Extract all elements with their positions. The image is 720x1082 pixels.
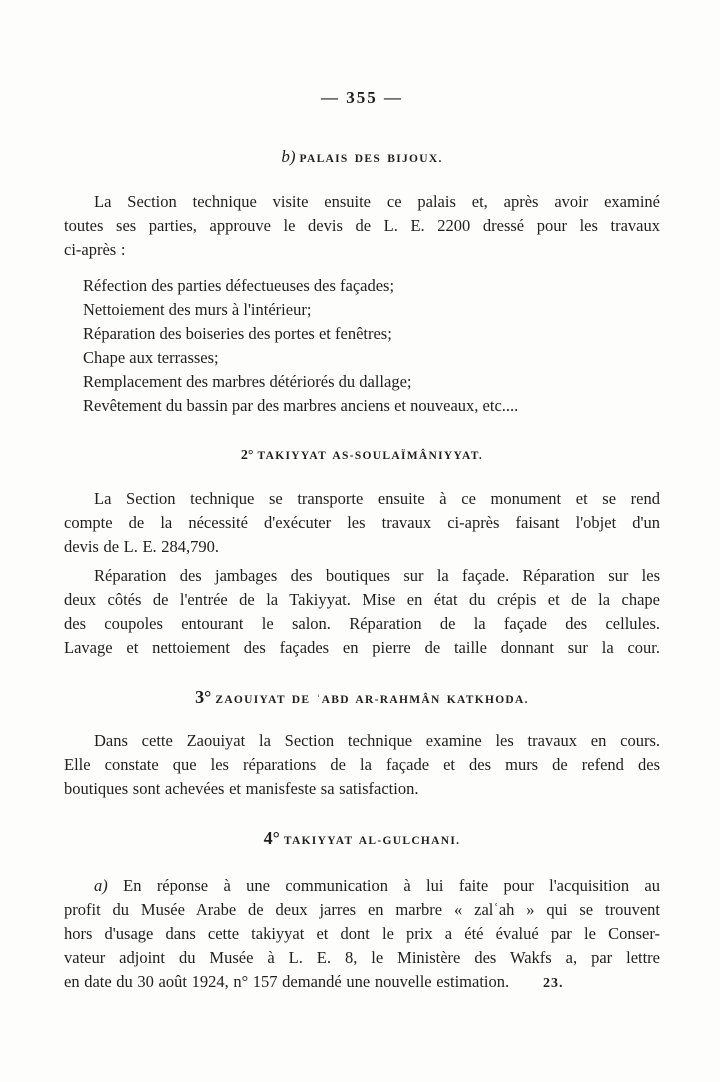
paragraph: [64, 874, 660, 994]
paragraph: [64, 564, 660, 660]
heading-title: TAKIYYAT AS-SOULAÏMÂNIYYAT.: [257, 450, 484, 462]
list-item: Chape aux terrasses;: [83, 348, 219, 367]
heading-letter: b): [281, 147, 296, 166]
heading-title: PALAIS DES BIJOUX.: [299, 153, 443, 165]
list-item: Nettoiement des murs à l'intérieur;: [83, 300, 312, 319]
paragraph: [64, 190, 660, 262]
text-line: compte de la nécessité d'exécuter les travaux ci-après faisant l'objet d'un: [64, 513, 660, 532]
list-item: Remplacement des marbres détériorés du dallage;: [83, 372, 412, 391]
text-line: Elle constate que les réparations de la façade et des murs de refend des: [64, 755, 660, 774]
paragraph-letter: a): [94, 876, 108, 895]
page-number: — 355 —: [321, 88, 403, 107]
section-heading: [64, 146, 660, 170]
section-heading: [64, 444, 660, 467]
paragraph: [64, 729, 660, 801]
heading-number: 4°: [263, 828, 280, 848]
text-line: boutiques sont achevées et manisfeste sa satisfaction.: [64, 779, 419, 798]
text-line-content: En réponse à une communication à lui faite pour l'acquisition au: [123, 876, 661, 895]
text-line: [64, 874, 660, 898]
text-line: vateur adjoint du Musée à L. E. 8, le Ministère des Wakfs a, par lettre: [64, 948, 660, 967]
section-palais-des-bijoux: [64, 146, 660, 418]
text-line: hors d'usage dans cette takiyyat et dont le prix a été évalué par le Conser-: [64, 924, 660, 943]
text-line: La Section technique se transporte ensuite à ce monument et se rend: [94, 489, 660, 508]
text-line: La Section technique visite ensuite ce palais et, après avoir examiné: [94, 192, 660, 211]
printers-signature-mark: 23.: [543, 976, 564, 991]
list-item: Réparation des boiseries des portes et fenêtres;: [83, 324, 392, 343]
heading-title: TAKIYYAT AL-GULCHANI.: [283, 835, 461, 847]
text-line: Dans cette Zaouiyat la Section technique examine les travaux en cours.: [94, 731, 660, 750]
heading-number: 2°: [240, 448, 254, 463]
text-line: des coupoles entourant le salon. Réparation de la façade des cellules.: [64, 614, 660, 633]
text-line: en date du 30 août 1924, n° 157 demandé une nouvelle estimation.: [64, 972, 510, 991]
section-zaouiyat-abd-ar-rahman-katkhoda: [64, 686, 660, 801]
text-line: profit du Musée Arabe de deux jarres en marbre « zalʿah » qui se trouvent: [64, 900, 660, 919]
section-takiyyat-as-soulaimaniyyat: [64, 444, 660, 660]
list-item: Revêtement du bassin par des marbres anciens et nouveaux, etc....: [83, 396, 519, 415]
list-item: Réfection des parties défectueuses des façades;: [83, 276, 395, 295]
section-takiyyat-al-gulchani: [64, 827, 660, 994]
text-line: Lavage et nettoiement des façades en pierre de taille donnant sur la cour.: [64, 638, 660, 657]
text-line: devis de L. E. 284,790.: [64, 537, 220, 556]
text-line: Réparation des jambages des boutiques sur la façade. Réparation sur les: [94, 566, 660, 585]
heading-title: ZAOUIYAT DE ʿABD AR-RAHMÂN KATKHODA.: [215, 694, 529, 706]
section-heading: [64, 827, 660, 852]
text-line: toutes ses parties, approuve le devis de L. E. 2200 dressé pour les travaux: [64, 216, 660, 235]
paragraph: [64, 487, 660, 559]
section-heading: [64, 686, 660, 711]
text-line: deux côtés de l'entrée de la Takiyyat. Mise en état du crépis et de la chape: [64, 590, 660, 609]
text-line: ci-après :: [64, 240, 126, 259]
heading-number: 3°: [195, 687, 212, 707]
works-list: [64, 274, 660, 418]
